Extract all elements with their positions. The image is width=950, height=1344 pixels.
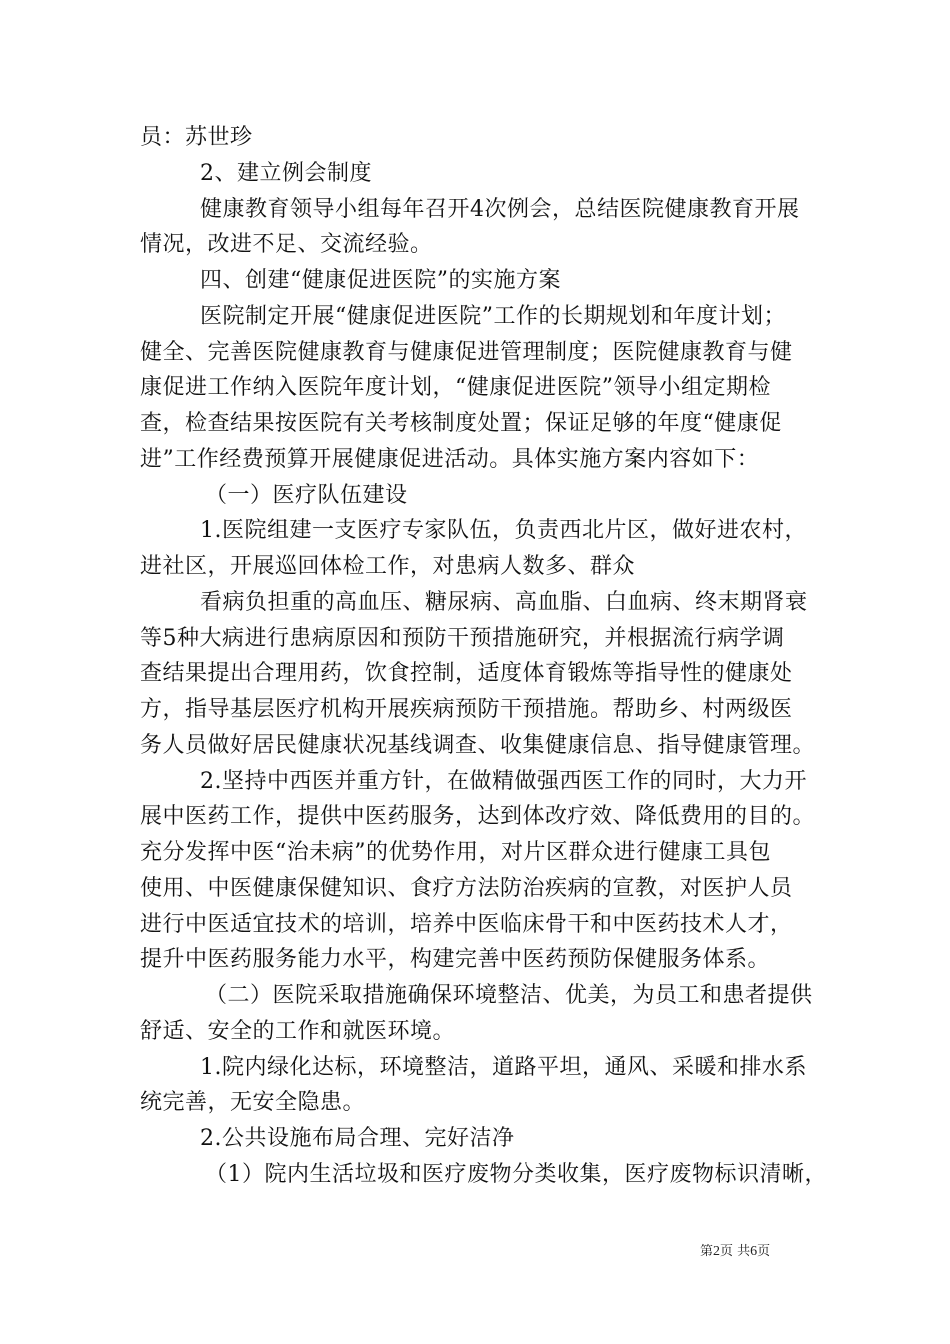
text-line-1: 员：苏世珍 bbox=[140, 125, 253, 150]
text-line-28: 统完善，无安全隐患。 bbox=[140, 1090, 366, 1115]
text-line-13: 进社区，开展巡回体检工作，对患病人数多、群众 bbox=[140, 554, 636, 579]
current-page-number: 2 bbox=[713, 1244, 721, 1259]
footer-prefix: 第 bbox=[700, 1244, 714, 1259]
text-line-29: 2.公共设施布局合理、完好洁净 bbox=[200, 1126, 515, 1151]
text-line-5: 四、创建“健康促进医院”的实施方案 bbox=[200, 268, 561, 293]
text-line-23: 进行中医适宜技术的培训，培养中医临床骨干和中医药技术人才， bbox=[140, 912, 793, 937]
text-line-6: 医院制定开展“健康促进医院”工作的长期规划和年度计划； bbox=[200, 304, 786, 329]
text-line-20: 展中医药工作，提供中医药服务，达到体改疗效、降低费用的目的。 bbox=[140, 804, 816, 829]
text-line-22: 使用、中医健康保健知识、食疗方法防治疾病的宣教，对医护人员 bbox=[140, 876, 793, 901]
text-line-26: 舒适、安全的工作和就医环境。 bbox=[140, 1019, 456, 1044]
text-line-4: 情况，改进不足、交流经验。 bbox=[140, 232, 433, 257]
text-line-25: （二）医院采取措施确保环境整洁、优美，为员工和患者提供 bbox=[205, 983, 813, 1008]
text-line-16: 查结果提出合理用药，饮食控制，适度体育锻炼等指导性的健康处 bbox=[140, 661, 793, 686]
text-line-21: 充分发挥中医“治未病”的优势作用，对片区群众进行健康工具包 bbox=[140, 840, 771, 865]
total-pages-number: 6 bbox=[750, 1244, 758, 1259]
text-line-27: 1.院内绿化达标，环境整洁，道路平坦，通风、采暖和排水系 bbox=[200, 1055, 807, 1080]
text-line-15: 等5种大病进行患病原因和预防干预措施研究，并根据流行病学调 bbox=[140, 626, 785, 651]
footer-suffix: 页 bbox=[757, 1244, 771, 1259]
text-line-8: 康促进工作纳入医院年度计划，“健康促进医院”领导小组定期检 bbox=[140, 375, 771, 400]
text-line-10: 进”工作经费预算开展健康促进活动。具体实施方案内容如下： bbox=[140, 447, 760, 472]
text-line-11: （一）医疗队伍建设 bbox=[205, 483, 408, 508]
text-line-3: 健康教育领导小组每年召开4次例会，总结医院健康教育开展 bbox=[200, 197, 800, 222]
text-line-2: 2、建立例会制度 bbox=[200, 161, 372, 186]
text-line-9: 查，检查结果按医院有关考核制度处置；保证足够的年度“健康促 bbox=[140, 411, 782, 436]
text-line-14: 看病负担重的高血压、糖尿病、高血脂、白血病、终末期肾衰 bbox=[200, 590, 808, 615]
text-line-24: 提升中医药服务能力水平，构建完善中医药预防保健服务体系。 bbox=[140, 947, 771, 972]
footer-middle: 页 共 bbox=[720, 1244, 751, 1259]
page-footer bbox=[700, 1243, 860, 1261]
text-line-7: 健全、完善医院健康教育与健康促进管理制度；医院健康教育与健 bbox=[140, 340, 793, 365]
text-line-30: （1）院内生活垃圾和医疗废物分类收集，医疗废物标识清晰， bbox=[205, 1162, 827, 1187]
text-line-17: 方，指导基层医疗机构开展疾病预防干预措施。帮助乡、村两级医 bbox=[140, 697, 793, 722]
text-line-18: 务人员做好居民健康状况基线调查、收集健康信息、指导健康管理。 bbox=[140, 733, 816, 758]
text-line-19: 2.坚持中西医并重方针，在做精做强西医工作的同时，大力开 bbox=[200, 769, 807, 794]
text-line-12: 1.医院组建一支医疗专家队伍，负责西北片区，做好进农村， bbox=[200, 518, 807, 543]
